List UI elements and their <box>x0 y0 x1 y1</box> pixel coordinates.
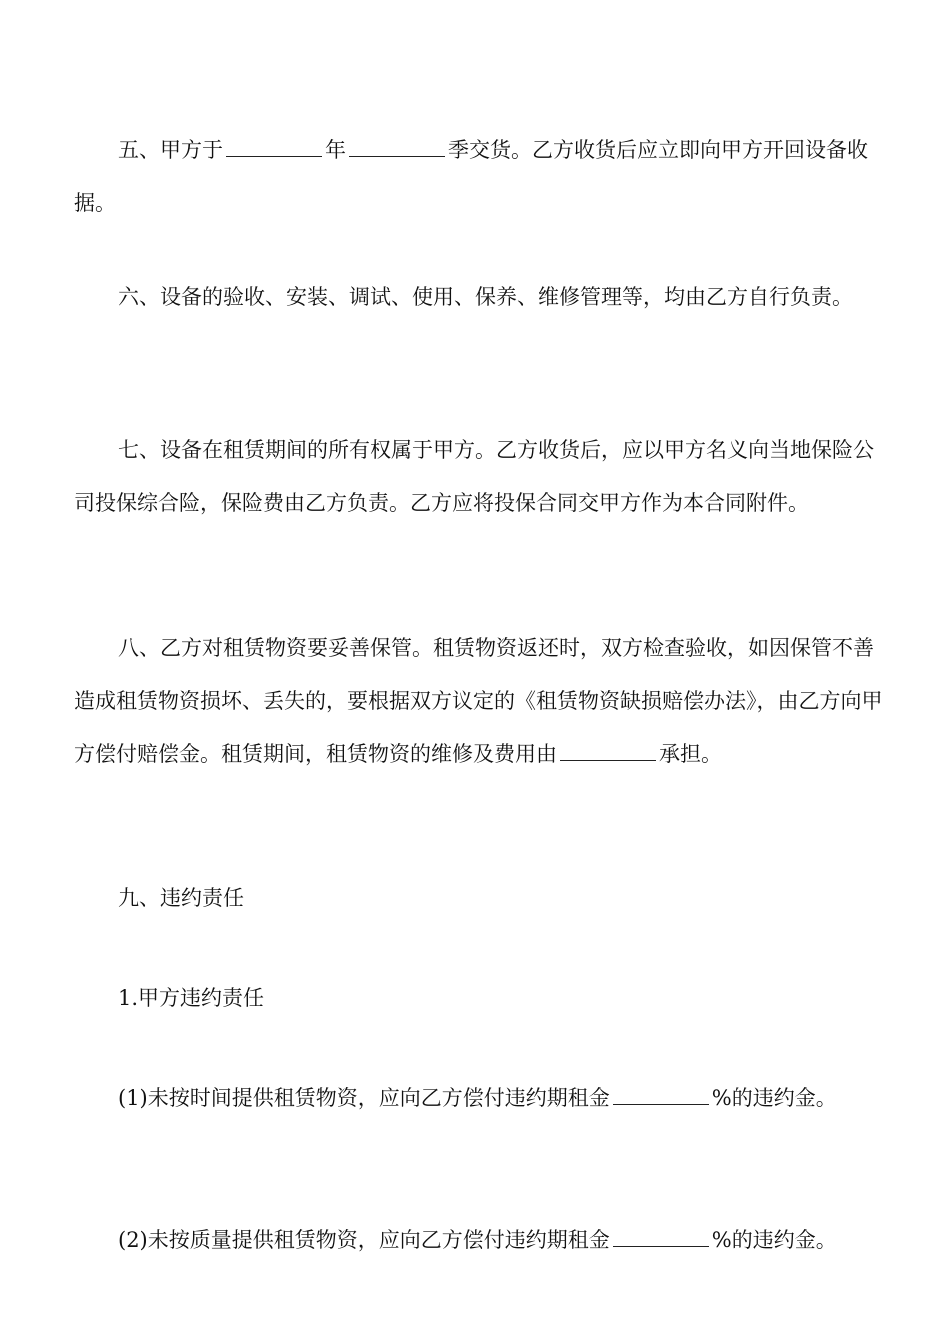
clause-8-text-b: 承担。 <box>659 742 722 766</box>
blank-penalty-rate-1[interactable] <box>613 1086 709 1105</box>
clause-7: 七、设备在租赁期间的所有权属于甲方。乙方收货后，应以甲方名义向当地保险公司投保综合险，保险费由乙方负责。乙方应将投保合同交甲方作为本合同附件。 <box>74 438 874 515</box>
blank-season[interactable] <box>349 138 445 157</box>
clause-9-1-1-text-a: (1)未按时间提供租赁物资，应向乙方偿付违约期租金 <box>118 1086 610 1110</box>
clause-5 <box>74 124 894 230</box>
clause-5-text-a: 五、甲方于 <box>118 138 223 162</box>
clause-8-text-a: 八、乙方对租赁物资要妥善保管。租赁物资返还时，双方检查验收，如因保管不善造成租赁物资损坏、丢失的，要根据双方议定的《租赁物资缺损赔偿办法》，由乙方向甲方偿付赔偿金。租赁期间，租赁物资的维修及费用由 <box>74 636 883 766</box>
clause-9-1-1-text-b: %的违约金。 <box>711 1086 837 1110</box>
blank-year[interactable] <box>226 138 322 157</box>
clause-9-1-2-text-a: (2)未按质量提供租赁物资，应向乙方偿付违约期租金 <box>118 1228 610 1252</box>
blank-maintenance-party[interactable] <box>560 742 656 761</box>
clause-9-1-heading: 1.甲方违约责任 <box>118 986 265 1010</box>
clause-9-1-2-text-b: %的违约金。 <box>711 1228 837 1252</box>
clause-5-text-b: 年 <box>325 138 346 162</box>
clause-5-text-c: 季交货。乙方收货后应立即向甲方开回设备收据。 <box>74 138 868 215</box>
clause-8 <box>74 622 894 781</box>
clause-9-1-2 <box>74 1214 894 1267</box>
blank-penalty-rate-2[interactable] <box>613 1228 709 1247</box>
clause-9-1-1 <box>74 1072 894 1125</box>
clause-9-heading: 九、违约责任 <box>118 886 244 910</box>
clause-6: 六、设备的验收、安装、调试、使用、保养、维修管理等，均由乙方自行负责。 <box>118 285 853 309</box>
